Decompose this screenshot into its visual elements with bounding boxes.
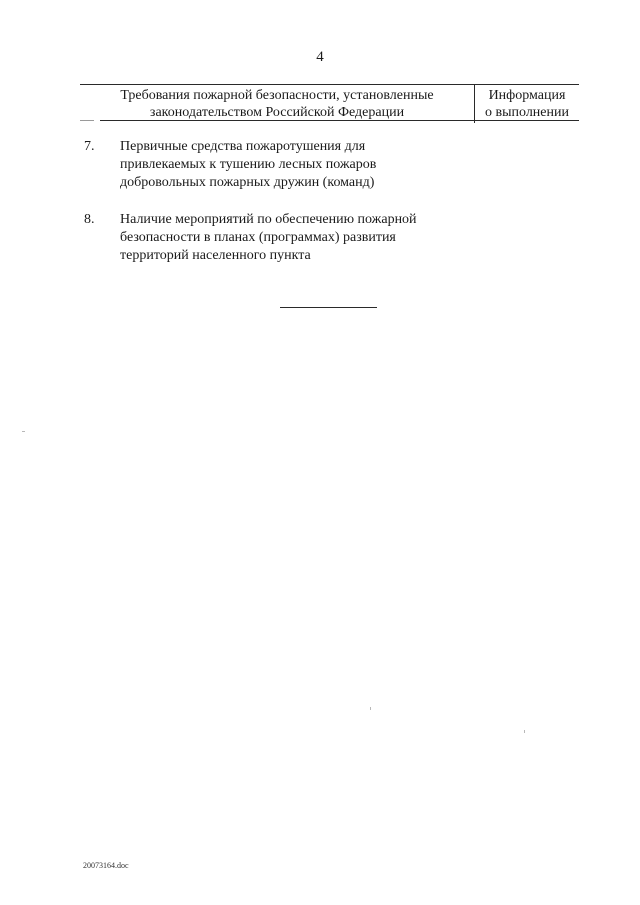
list-item-text: [120, 138, 460, 192]
header-requirements-line-1: Требования пожарной безопасности, установленные: [120, 88, 434, 103]
list-item-line: Наличие мероприятий по обеспечению пожарной: [120, 212, 417, 227]
list-item-line: Первичные средства пожаротушения для: [120, 139, 366, 154]
scan-speck: [370, 707, 371, 710]
list-item-number: 7.: [84, 139, 95, 154]
header-bottom-rule: [100, 120, 579, 121]
header-bottom-tick: [80, 120, 94, 121]
closing-rule: [280, 307, 377, 308]
scan-speck: [22, 431, 25, 432]
requirements-list: [84, 138, 504, 284]
header-info-column: [475, 87, 579, 121]
table-header: [80, 84, 579, 123]
scan-speck: [524, 730, 525, 733]
footer-file-name: 20073164.doc: [83, 861, 129, 870]
header-requirements-column: [80, 87, 474, 121]
list-item-number: 8.: [84, 212, 95, 227]
list-item-line: добровольных пожарных дружин (команд): [120, 175, 375, 190]
header-requirements-line-2: законодательством Российской Федерации: [149, 105, 405, 120]
page-number: 4: [316, 49, 324, 65]
list-item-line: привлекаемых к тушению лесных пожаров: [120, 157, 377, 172]
list-item-line: безопасности в планах (программах) развития: [120, 230, 396, 245]
header-info-line-1: Информация: [488, 88, 566, 103]
list-item-line: территорий населенного пункта: [120, 248, 311, 263]
header-info-line-2: о выполнении: [485, 105, 569, 120]
list-item: [84, 211, 504, 265]
list-item-text: [120, 211, 460, 265]
list-item: [84, 138, 504, 192]
